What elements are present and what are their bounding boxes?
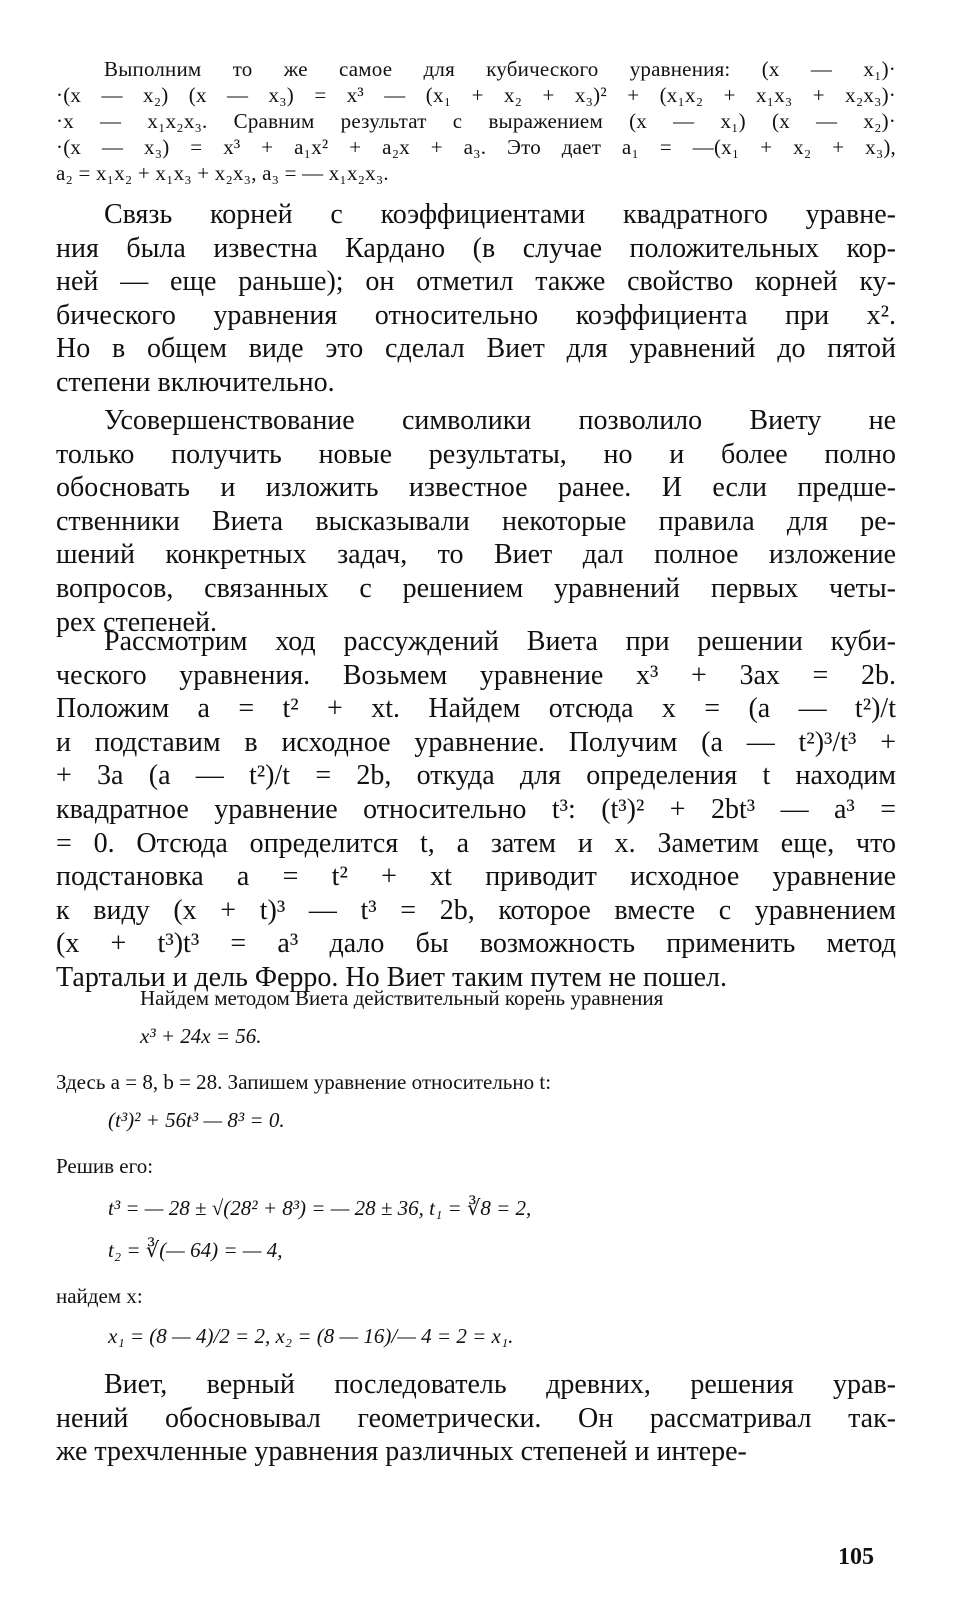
text-line: a₂ = x₁x₂ + x₁x₃ + x₂x₃, a₃ = — x₁x₂x₃.: [56, 161, 389, 185]
text-line: + 3a (a — t²)/t = 2b, откуда для определения t находим: [56, 760, 896, 792]
text-line: Выполним то же самое для кубического уравнения: (x — x₁)·: [104, 57, 896, 81]
paragraph-geometry: [56, 1368, 896, 1469]
text-line: Усовершенствование символики позволило Виету не: [104, 405, 896, 436]
example-equation: x³ + 24x = 56.: [140, 1024, 262, 1048]
text-line: Связь корней с коэффициентами квадратного уравне-: [104, 199, 896, 230]
text-line: Тартальи и дель Ферро. Но Виет таким путем не пошел.: [56, 961, 727, 993]
text-line: ния была известна Кардано (в случае положительных кор-: [56, 232, 896, 264]
text-line: Виет, верный последователь древних, решения урав-: [104, 1369, 896, 1400]
paragraph-cubic-method: [56, 625, 896, 995]
example-x-values: x₁ = (8 — 4)/2 = 2, x₂ = (8 — 16)/— 4 = 2 = x₁.: [108, 1324, 514, 1348]
text-line: обосновать и изложить известное ранее. И если предше-: [56, 472, 896, 504]
text-line: степени включительно.: [56, 366, 335, 398]
text-line: ческого уравнения. Возьмем уравнение x³ + 3ax = 2b.: [56, 659, 896, 691]
text-line: (x + t³)t³ = a³ дало бы возможность применить метод: [56, 928, 896, 960]
text-line: нений обосновывал геометрически. Он рассматривал так-: [56, 1402, 896, 1434]
paragraph-symbolism: [56, 404, 896, 639]
text-line: к виду (x + t)³ — t³ = 2b, которое вместе с уравнением: [56, 894, 896, 926]
example-equation-t: (t³)² + 56t³ — 8³ = 0.: [108, 1108, 285, 1132]
text-line: же трехчленные уравнения различных степеней и интере-: [56, 1436, 747, 1468]
text-line: Рассмотрим ход рассуждений Виета при решении куби-: [104, 626, 896, 657]
text-line: ·(x — x₂) (x — x₃) = x³ — (x₁ + x₂ + x₃)² + (x₁x₂ + x₁x₃ + x₂x₃)·: [56, 83, 896, 107]
text-line: ·x — x₁x₂x₃. Сравним результат с выражением (x — x₁) (x — x₂)·: [56, 109, 896, 133]
text-line: и подставим в исходное уравнение. Получим (a — t²)³/t³ +: [56, 726, 896, 758]
intro-note: [56, 56, 896, 186]
example-find-x-label: найдем x:: [56, 1284, 143, 1308]
text-line: Положим a = t² + xt. Найдем отсюда x = (a — t²)/t: [56, 693, 896, 725]
text-line: вопросов, связанных с решением уравнений первых четы-: [56, 572, 896, 604]
example-t-cubed: t³ = — 28 ± √(28² + 8³) = — 28 ± 36, t₁ = ∛8 = 2,: [108, 1196, 532, 1220]
example-t2: t₂ = ∛(— 64) = — 4,: [108, 1238, 283, 1262]
text-line: подстановка a = t² + xt приводит исходное уравнение: [56, 861, 896, 893]
text-line: рех степеней.: [56, 606, 217, 638]
text-line: Но в общем виде это сделал Виет для уравнений до пятой: [56, 333, 896, 365]
example-coefficients: Здесь a = 8, b = 28. Запишем уравнение относительно t:: [56, 1070, 552, 1094]
text-line: шений конкретных задач, то Виет дал полное изложение: [56, 539, 896, 571]
text-line: ственники Виета высказывали некоторые правила для ре-: [56, 505, 896, 537]
paragraph-cardano: [56, 198, 896, 400]
text-line: ·(x — x₃) = x³ + a₁x² + a₂x + a₃. Это дает a₁ = —(x₁ + x₂ + x₃),: [56, 135, 896, 159]
text-line: бического уравнения относительно коэффициента при x².: [56, 299, 896, 331]
text-line: только получить новые результаты, но и более полно: [56, 438, 896, 470]
text-line: ней — еще раньше); он отметил также свойство корней ку-: [56, 266, 896, 298]
example-statement: Найдем методом Виета действительный корень уравнения: [140, 986, 664, 1010]
text-line: квадратное уравнение относительно t³: (t³)² + 2bt³ — a³ =: [56, 793, 896, 825]
example-solve-label: Решив его:: [56, 1154, 154, 1178]
text-line: = 0. Отсюда определится t, а затем и x. Заметим еще, что: [56, 827, 896, 859]
page-number: 105: [838, 1544, 874, 1570]
